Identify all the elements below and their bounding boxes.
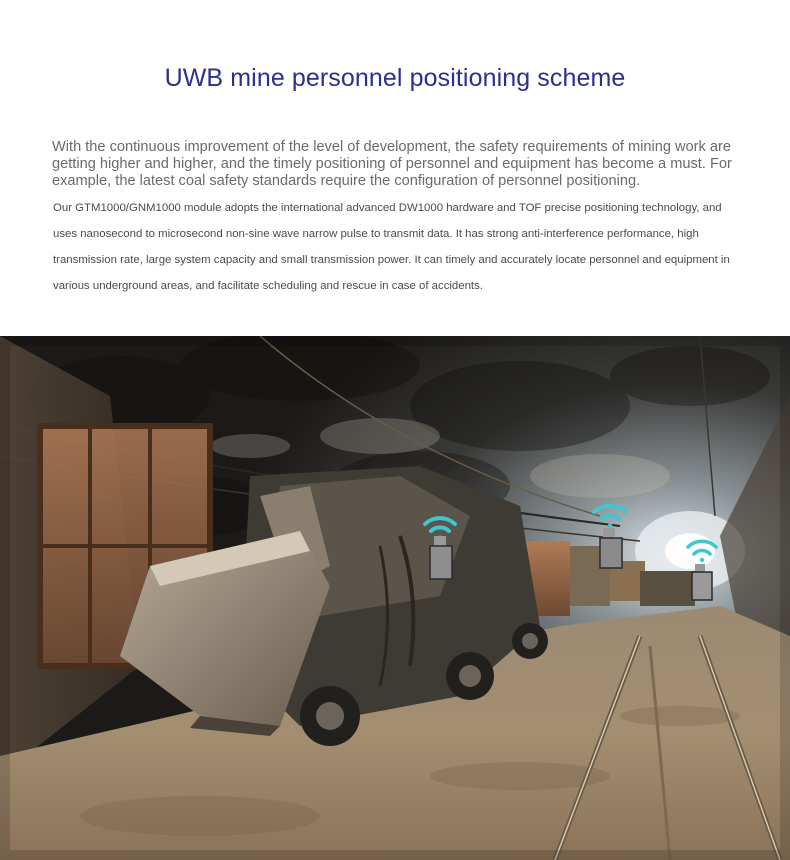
detail-paragraph: Our GTM1000/GNM1000 module adopts the international advanced DW1000 hardware and TOF precise positioning technology, and uses nanosecond to microsecond non-sine wave narrow pulse to transmit data. It has strong anti-interference performance, high transmission rate, large system capacity and small transmission power. It can timely and accurately locate personnel and equipment in various underground areas, and facilitate scheduling and rescue in case of accidents. [53,202,730,292]
header-section [0,0,790,336]
intro-paragraph: With the continuous improvement of the level of development, the safety requirements of mining work are getting higher and higher, and the timely positioning of personnel and equipment has become a must. For example, the latest coal safety standards require the configuration of personnel positioning. [52,139,732,189]
page-title: UWB mine personnel positioning scheme [164,64,626,92]
mine-tunnel-photo [0,336,790,860]
